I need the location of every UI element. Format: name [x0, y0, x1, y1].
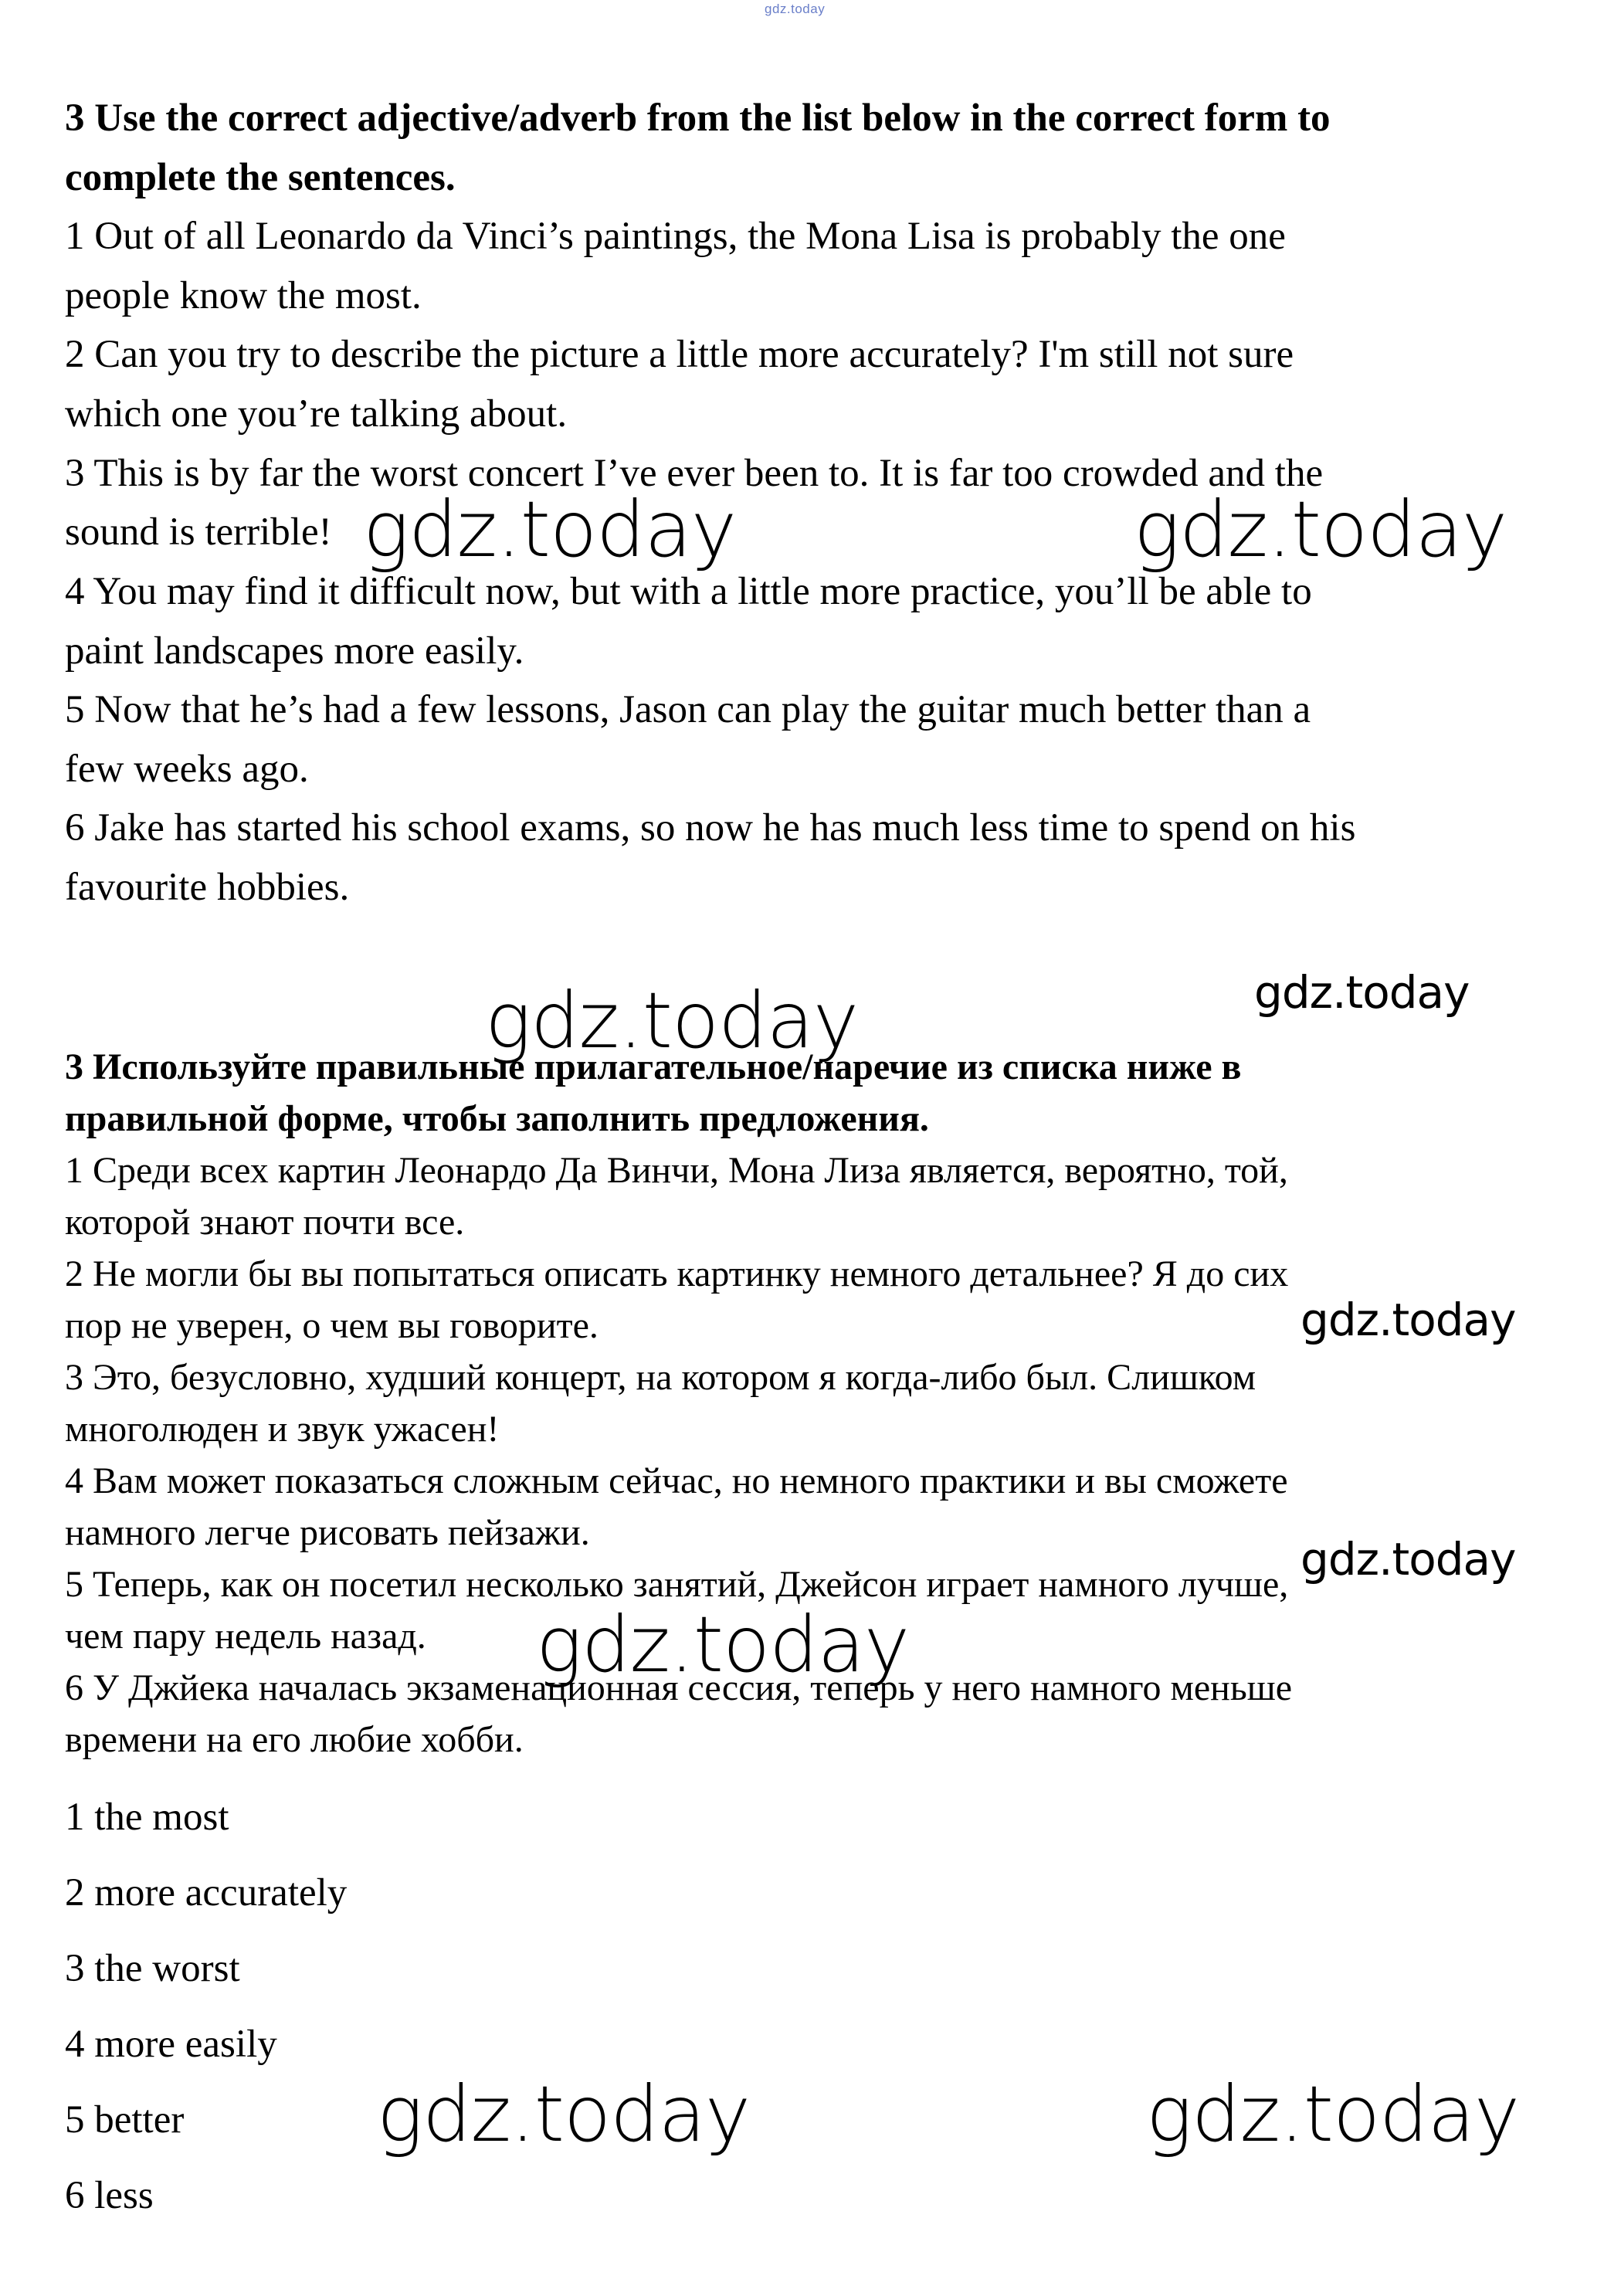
- sentence-ru-1-line1: 1 Среди всех картин Леонардо Да Винчи, Мона Лиза является, вероятно, той,: [65, 1150, 1288, 1191]
- task-title-en-line2: complete the sentences.: [65, 156, 456, 199]
- answer-6: 6 less: [65, 2174, 154, 2217]
- sentence-ru-1-line2: которой знают почти все.: [65, 1202, 465, 1243]
- answer-4: 4 more easily: [65, 2023, 277, 2066]
- watermark: gdz.today: [1146, 2069, 1520, 2159]
- sentence-en-6-line2: favourite hobbies.: [65, 866, 350, 909]
- sentence-en-3-line1: 3 This is by far the worst concert I’ve ever been to. It is far too crowded and the: [65, 452, 1324, 495]
- watermark: gdz.today: [377, 2069, 751, 2159]
- answer-1: 1 the most: [65, 1796, 229, 1839]
- sentence-en-4-line1: 4 You may find it difficult now, but with a little more practice, you’ll be able to: [65, 570, 1312, 613]
- task-title-ru-line2: правильной форме, чтобы заполнить предложения.: [65, 1098, 929, 1139]
- answer-2: 2 more accurately: [65, 1871, 348, 1914]
- sentence-en-2-line2: which one you’re talking about.: [65, 392, 568, 436]
- watermark: gdz.today: [1254, 966, 1470, 1019]
- task-title-en-line1: 3 Use the correct adjective/adverb from the list below in the correct form to: [65, 97, 1331, 140]
- sentence-ru-3-line2: многолюден и звук ужасен!: [65, 1409, 500, 1450]
- sentence-en-6-line1: 6 Jake has started his school exams, so now he has much less time to spend on his: [65, 806, 1356, 850]
- sentence-en-2-line1: 2 Can you try to describe the picture a little more accurately? I'm still not sure: [65, 333, 1294, 376]
- answer-5: 5 better: [65, 2098, 185, 2142]
- watermark: gdz.today: [1300, 1533, 1516, 1585]
- sentence-ru-6-line2: времени на его любие хобби.: [65, 1719, 524, 1760]
- task-title-ru-line1: 3 Используйте правильные прилагательное/наречие из списка ниже в: [65, 1046, 1242, 1087]
- sentence-en-4-line2: paint landscapes more easily.: [65, 629, 524, 673]
- sentence-ru-3-line1: 3 Это, безусловно, худший концерт, на котором я когда-либо был. Слишком: [65, 1357, 1256, 1398]
- sentence-ru-5-line1: 5 Теперь, как он посетил несколько занятий, Джейсон играет намного лучше,: [65, 1564, 1289, 1605]
- watermark: gdz.today: [536, 1599, 910, 1690]
- sentence-ru-4-line2: намного легче рисовать пейзажи.: [65, 1512, 590, 1553]
- sentence-ru-2-line2: пор не уверен, о чем вы говорите.: [65, 1305, 599, 1346]
- sentence-en-5-line1: 5 Now that he’s had a few lessons, Jason can play the guitar much better than a: [65, 688, 1311, 731]
- watermark: gdz.today: [363, 484, 737, 575]
- sentence-en-3-line2: sound is terrible!: [65, 510, 332, 554]
- watermark: gdz.today: [1134, 484, 1507, 575]
- answer-3: 3 the worst: [65, 1947, 240, 1990]
- watermark: gdz.today: [1300, 1294, 1516, 1346]
- sentence-en-1-line2: people know the most.: [65, 274, 422, 317]
- sentence-ru-4-line1: 4 Вам может показаться сложным сейчас, но немного практики и вы сможете: [65, 1460, 1288, 1501]
- top-watermark: gdz.today: [765, 2, 826, 16]
- sentence-en-5-line2: few weeks ago.: [65, 748, 309, 791]
- sentence-en-1-line1: 1 Out of all Leonardo da Vinci’s paintings, the Mona Lisa is probably the one: [65, 215, 1286, 258]
- sentence-ru-2-line1: 2 Не могли бы вы попытаться описать картинку немного детальнее? Я до сих: [65, 1253, 1289, 1294]
- sentence-ru-6-line1: 6 У Джйека началась экзаменационная сессия, теперь у него намного меньше: [65, 1667, 1293, 1708]
- watermark: gdz.today: [485, 975, 859, 1066]
- sentence-ru-5-line2: чем пару недель назад.: [65, 1616, 426, 1657]
